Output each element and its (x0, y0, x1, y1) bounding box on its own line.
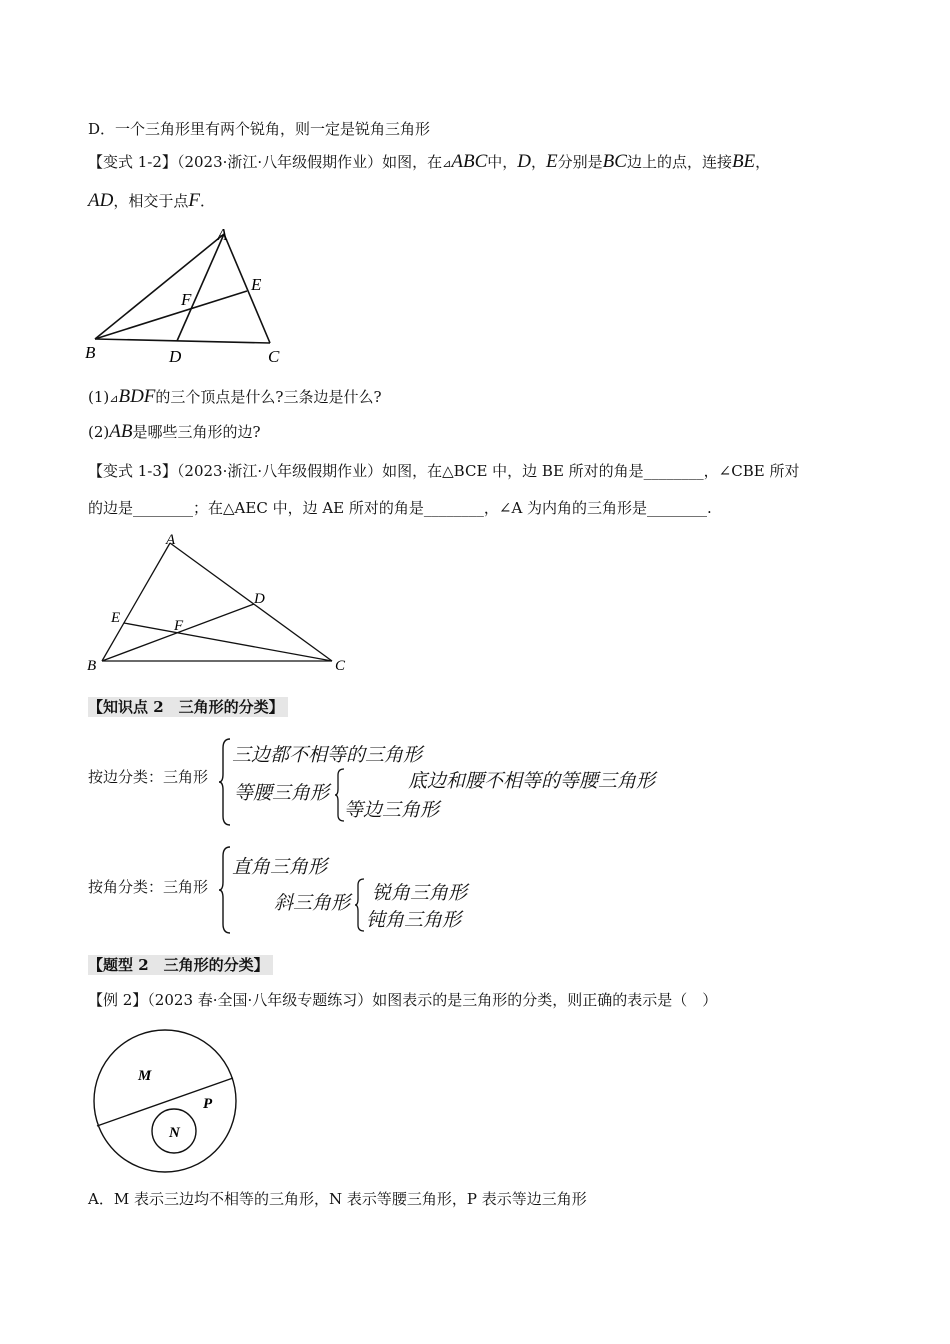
classify-by-angle-label: 按角分类：三角形 (88, 878, 209, 896)
source-text: （2023·浙江·八年级假期作业）如图，在 (176, 153, 443, 171)
segment-be (95, 291, 247, 339)
text: ，相交于点 (113, 192, 189, 210)
math-ab: AB (109, 421, 133, 442)
label-f: F (174, 618, 184, 634)
math-abc: ABC (451, 151, 488, 172)
label-d: D (169, 347, 182, 366)
label-n: N (169, 1125, 180, 1141)
question-1 (88, 386, 382, 410)
label-c: C (335, 658, 346, 674)
side-ab (95, 234, 224, 339)
brace-side-outer (218, 738, 232, 826)
triangle-figure-2 (82, 528, 352, 674)
text: ， (531, 153, 547, 171)
label-b: B (87, 658, 97, 674)
side-ab (102, 543, 170, 661)
scalene-triangle: 三边都不相等的三角形 (232, 744, 423, 766)
segment-ce (124, 623, 332, 661)
math-e: E (546, 151, 558, 172)
brace-angle-outer (218, 846, 232, 934)
text: 是哪些三角形的边? (132, 423, 261, 441)
triangle-symbol: ⊿ (442, 157, 452, 170)
classification-circle-figure (88, 1028, 248, 1178)
right-triangle: 直角三角形 (232, 856, 328, 878)
variant-1-2-line2 (88, 190, 215, 212)
knowledge-point-2-header: 【知识点 2 三角形的分类】 (88, 697, 288, 717)
text: ． (199, 192, 215, 210)
variant-1-3-line2: 的边是________；在△AEC 中，边 AE 所对的角是________，∠A 为内角的三角形是________. (88, 499, 712, 517)
label-a: A (217, 225, 228, 244)
math-d: D (517, 151, 532, 172)
obtuse-triangle: 钝角三角形 (366, 909, 462, 931)
question-type-2-header: 【题型 2 三角形的分类】 (88, 955, 273, 975)
text: (2) (88, 423, 110, 441)
side-bc (95, 339, 270, 343)
text: 分别是 (557, 153, 603, 171)
label-m: M (138, 1068, 152, 1084)
math-bdf: BDF (118, 386, 156, 407)
label-p: P (203, 1096, 213, 1112)
segment-ad (177, 234, 224, 341)
triangle-symbol: ⊿ (109, 392, 119, 405)
math-bc: BC (602, 151, 627, 172)
text: (1) (88, 388, 110, 406)
math-ad: AD (88, 190, 114, 211)
math-be: BE (731, 151, 756, 172)
isosceles-non-equilateral: 底边和腰不相等的等腰三角形 (408, 770, 656, 792)
label-e: E (111, 610, 121, 626)
divider-line (97, 1078, 233, 1126)
classify-by-side-label: 按边分类：三角形 (88, 768, 209, 786)
triangle-figure-1 (80, 222, 300, 368)
math-f: F (188, 190, 200, 211)
isosceles-triangle: 等腰三角形 (234, 782, 330, 804)
label-e: E (251, 275, 262, 294)
text: 边上的点，连接 (626, 153, 732, 171)
side-ac (224, 234, 270, 343)
equilateral-triangle: 等边三角形 (344, 799, 440, 821)
option-d: D．一个三角形里有两个锐角，则一定是锐角三角形 (88, 120, 431, 138)
variant-tag: 【变式 1-2】 (88, 153, 177, 171)
variant-1-3-line1: 【变式 1-3】（2023·浙江·八年级假期作业）如图，在△BCE 中，边 BE 所对的角是________，∠CBE 所对 (88, 462, 800, 480)
label-c: C (268, 347, 280, 366)
text: 的三个顶点是什么?三条边是什么? (155, 388, 382, 406)
text: ， (755, 153, 771, 171)
option-a: A．M 表示三边均不相等的三角形，N 表示等腰三角形，P 表示等边三角形 (88, 1190, 587, 1208)
oblique-triangle: 斜三角形 (274, 892, 351, 914)
side-ac (170, 543, 332, 661)
example-2: 【例 2】（2023 春·全国·八年级专题练习）如图表示的是三角形的分类，则正确的表示是（ ） (88, 991, 718, 1009)
label-f: F (181, 290, 192, 309)
text: 中， (487, 153, 518, 171)
label-d: D (254, 591, 265, 607)
label-b: B (85, 343, 96, 362)
variant-1-2-line1 (88, 151, 770, 175)
acute-triangle: 锐角三角形 (372, 882, 468, 904)
label-a: A (166, 532, 176, 548)
question-2 (88, 421, 261, 443)
brace-angle-inner (354, 878, 366, 932)
